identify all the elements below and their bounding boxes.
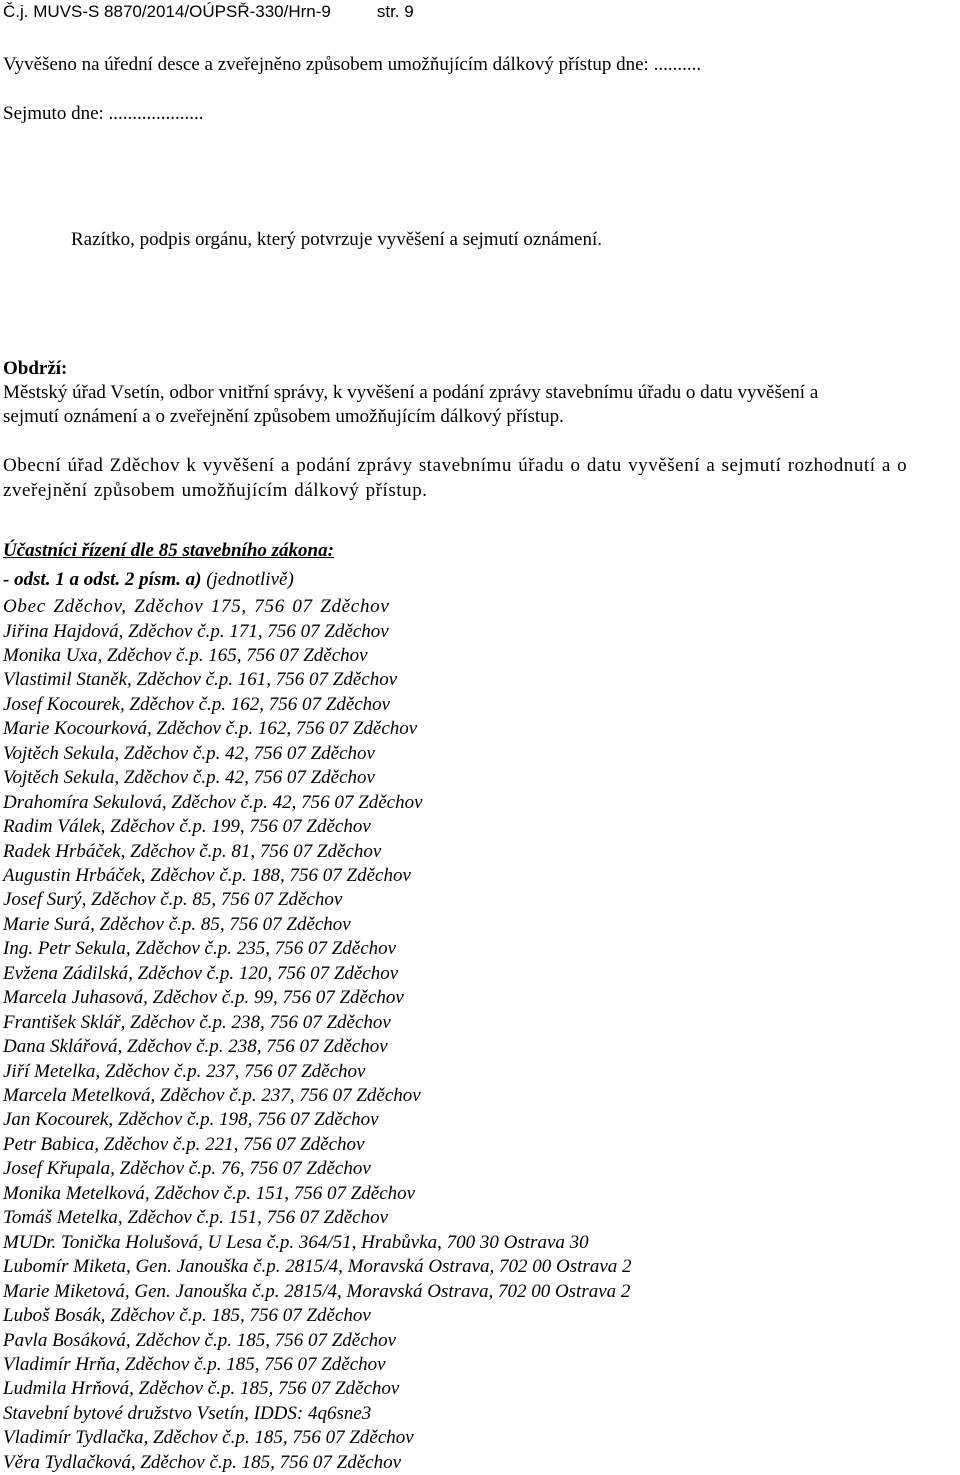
participant-item: František Sklář, Zděchov č.p. 238, 756 07 Zděchov [3,1011,391,1033]
participant-item: Věra Tydlačková, Zděchov č.p. 185, 756 07 Zděchov [3,1451,402,1473]
participant-item: Vladimír Tydlačka, Zděchov č.p. 185, 756 07 Zděchov [3,1427,414,1449]
subheading-note: (jednotlivě) [201,569,294,590]
participants-heading: Účastníci řízení dle 85 stavebního zákona: [3,540,334,561]
participant-item: MUDr. Tonička Holušová, U Lesa č.p. 364/51, Hrabůvka, 700 30 Ostrava 30 [3,1231,589,1253]
posted-line: Vyvěšeno na úřední desce a zveřejněno způsobem umožňujícím dálkový přístup dne: .......... [3,54,702,75]
participant-item: Pavla Bosáková, Zděchov č.p. 185, 756 07 Zděchov [3,1329,397,1351]
subheading-paragraph-ref: - odst. 1 a odst. 2 písm. a) [3,569,202,590]
participant-item: Monika Metelková, Zděchov č.p. 151, 756 07 Zděchov [3,1182,416,1204]
participant-item: Radim Válek, Zděchov č.p. 199, 756 07 Zděchov [3,816,371,837]
participant-item: Luboš Bosák, Zděchov č.p. 185, 756 07 Zděchov [3,1305,371,1326]
participant-item: Marcela Metelková, Zděchov č.p. 237, 756 07 Zděchov [3,1085,421,1106]
participant-item: Drahomíra Sekulová, Zděchov č.p. 42, 756 07 Zděchov [3,791,423,813]
participant-item: Ludmila Hrňová, Zděchov č.p. 185, 756 07 Zděchov [3,1378,400,1400]
page-number: str. 9 [376,2,414,21]
participants-subheading [3,569,294,591]
recipient-paragraph-2-line-2: zveřejnění způsobem umožňujícím dálkový přístup. [3,480,428,501]
participant-item: Marie Kocourková, Zděchov č.p. 162, 756 07 Zděchov [3,718,418,740]
participant-item: Marie Surá, Zděchov č.p. 85, 756 07 Zděchov [3,913,351,935]
removed-line: Sejmuto dne: .................... [3,103,204,124]
participant-item: Marcela Juhasová, Zděchov č.p. 99, 756 07 Zděchov [3,987,404,1009]
participant-item: Jiří Metelka, Zděchov č.p. 237, 756 07 Zděchov [3,1060,366,1082]
recipient-paragraph-1-line-2: sejmutí oznámení a o zveřejnění způsobem umožňujícím dálkový přístup. [3,406,564,427]
stamp-caption: Razítko, podpis orgánu, který potvrzuje vyvěšení a sejmutí oznámení. [71,229,602,250]
participant-item: Jiřina Hajdová, Zděchov č.p. 171, 756 07 Zděchov [3,620,389,642]
participant-item: Vojtěch Sekula, Zděchov č.p. 42, 756 07 Zděchov [3,767,375,789]
recipient-paragraph-2-line-1: Obecní úřad Zděchov k vyvěšení a podání zprávy stavebnímu úřadu o datu vyvěšení a sejmutí rozhodnutí a o [3,455,908,476]
participant-item: Tomáš Metelka, Zděchov č.p. 151, 756 07 Zděchov [3,1207,389,1229]
participant-item: Josef Surý, Zděchov č.p. 85, 756 07 Zděchov [3,889,343,911]
participant-item: Marie Miketová, Gen. Janouška č.p. 2815/4, Moravská Ostrava, 702 00 Ostrava 2 [3,1280,631,1302]
participant-item: Radek Hrbáček, Zděchov č.p. 81, 756 07 Zděchov [3,840,382,862]
recipient-paragraph-1-line-1: Městský úřad Vsetín, odbor vnitřní správy, k vyvěšení a podání zprávy stavebnímu úřadu o datu vyvěšení a [3,382,819,403]
participant-item: Lubomír Miketa, Gen. Janouška č.p. 2815/4, Moravská Ostrava, 702 00 Ostrava 2 [3,1256,632,1278]
participant-item: Monika Uxa, Zděchov č.p. 165, 756 07 Zděchov [3,644,368,666]
document-reference: Č.j. MUVS-S 8870/2014/OÚPSŘ-330/Hrn-9 [3,2,331,21]
recipients-heading: Obdrží: [3,358,68,379]
participant-item: Augustin Hrbáček, Zděchov č.p. 188, 756 07 Zděchov [3,865,411,886]
participant-item: Evžena Zádilská, Zděchov č.p. 120, 756 07 Zděchov [3,962,399,984]
participant-item: Vlastimil Staněk, Zděchov č.p. 161, 756 07 Zděchov [3,669,398,691]
participant-item: Stavební bytové družstvo Vsetín, IDDS: 4q6sne3 [3,1402,372,1424]
participant-item: Vladimír Hrňa, Zděchov č.p. 185, 756 07 Zděchov [3,1353,386,1375]
participant-item: Obec Zděchov, Zděchov 175, 756 07 Zděchov [3,596,390,617]
participant-item: Jan Kocourek, Zděchov č.p. 198, 756 07 Zděchov [3,1109,379,1131]
participant-item: Dana Sklářová, Zděchov č.p. 238, 756 07 Zděchov [3,1036,388,1058]
participant-item: Josef Kocourek, Zděchov č.p. 162, 756 07 Zděchov [3,693,391,715]
participant-item: Vojtěch Sekula, Zděchov č.p. 42, 756 07 Zděchov [3,742,375,764]
participant-item: Petr Babica, Zděchov č.p. 221, 756 07 Zděchov [3,1133,365,1155]
participant-item: Ing. Petr Sekula, Zděchov č.p. 235, 756 07 Zděchov [3,938,397,960]
participant-item: Josef Křupala, Zděchov č.p. 76, 756 07 Zděchov [3,1158,371,1180]
document-header [3,1,414,23]
